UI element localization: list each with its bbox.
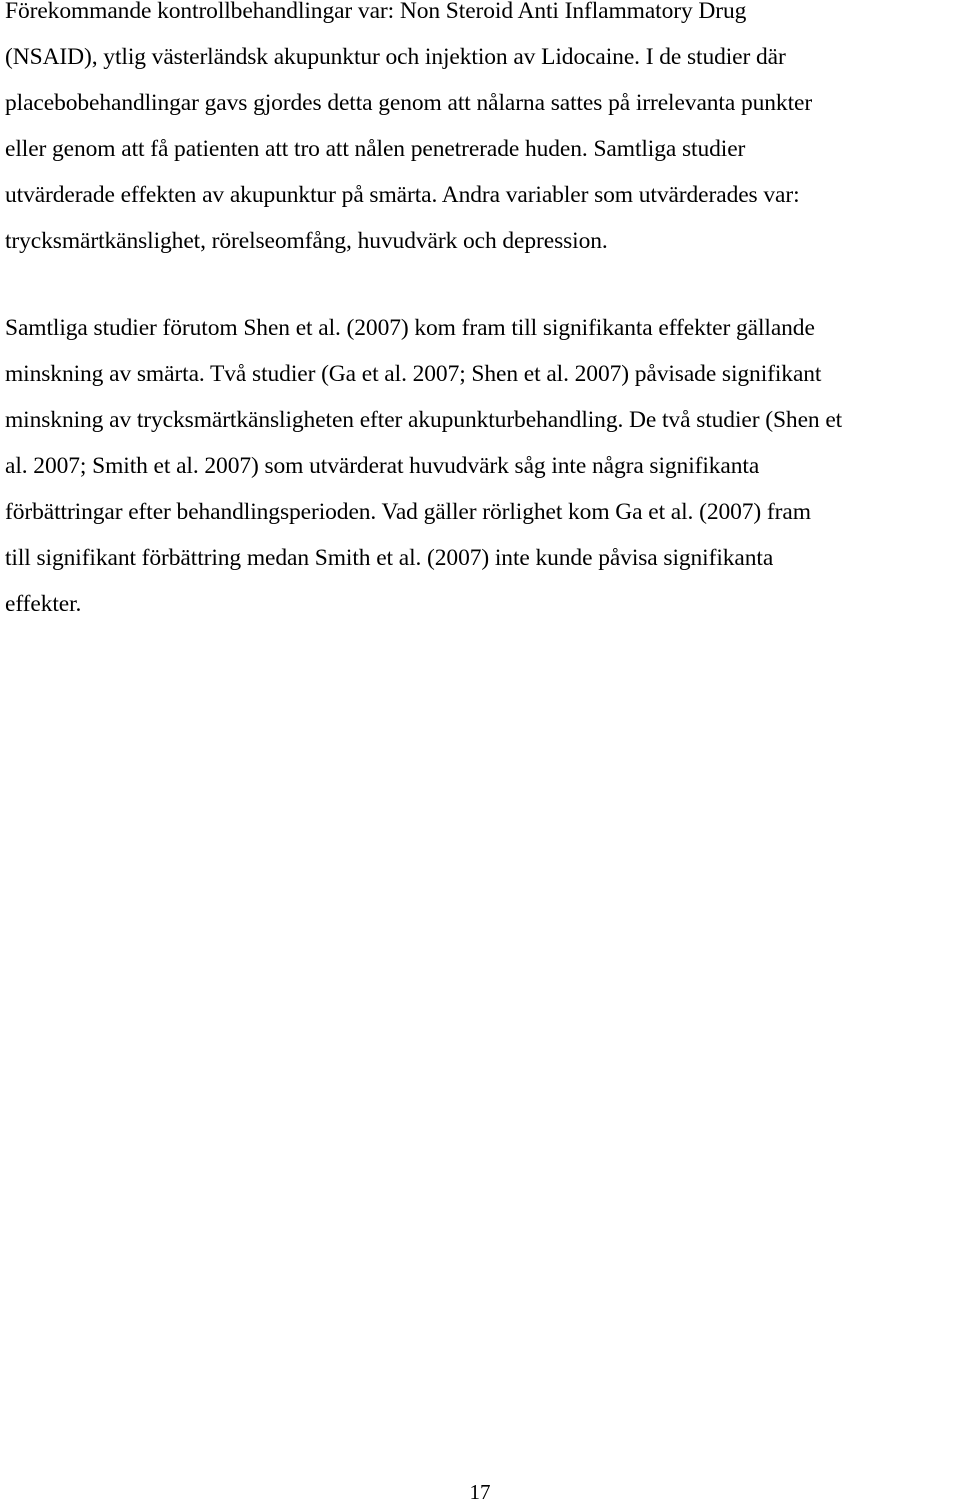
text-line: eller genom att få patienten att tro att nålen penetrerade huden. Samtliga studier: [5, 136, 746, 162]
paragraph-control-treatments: [5, 0, 960, 264]
text-line: Förekommande kontrollbehandlingar var: Non Steroid Anti Inflammatory Drug: [5, 0, 747, 24]
text-line: utvärderade effekten av akupunktur på smärta. Andra variabler som utvärderades var:: [5, 182, 800, 208]
text-line: minskning av trycksmärtkänsligheten efter akupunkturbehandling. De två studier (Shen et: [5, 407, 843, 433]
text-line: Samtliga studier förutom Shen et al. (2007) kom fram till signifikanta effekter gällande: [5, 315, 815, 341]
text-line: minskning av smärta. Två studier (Ga et al. 2007; Shen et al. 2007) påvisade signifikant: [5, 361, 822, 387]
text-line: till signifikant förbättring medan Smith et al. (2007) inte kunde påvisa signifikanta: [5, 545, 774, 571]
text-line: placebobehandlingar gavs gjordes detta genom att nålarna sattes på irrelevanta punkter: [5, 90, 813, 116]
text-line: (NSAID), ytlig västerländsk akupunktur och injektion av Lidocaine. I de studier där: [5, 44, 786, 70]
text-line: förbättringar efter behandlingsperioden. Vad gäller rörlighet kom Ga et al. (2007) fram: [5, 499, 811, 525]
text-line: trycksmärtkänslighet, rörelseomfång, huvudvärk och depression.: [5, 228, 608, 254]
paragraph-results: [5, 305, 960, 627]
text-line: effekter.: [5, 591, 82, 617]
page-number: 17: [469, 1480, 491, 1504]
text-line: al. 2007; Smith et al. 2007) som utvärderat huvudvärk såg inte några signifikanta: [5, 453, 760, 479]
